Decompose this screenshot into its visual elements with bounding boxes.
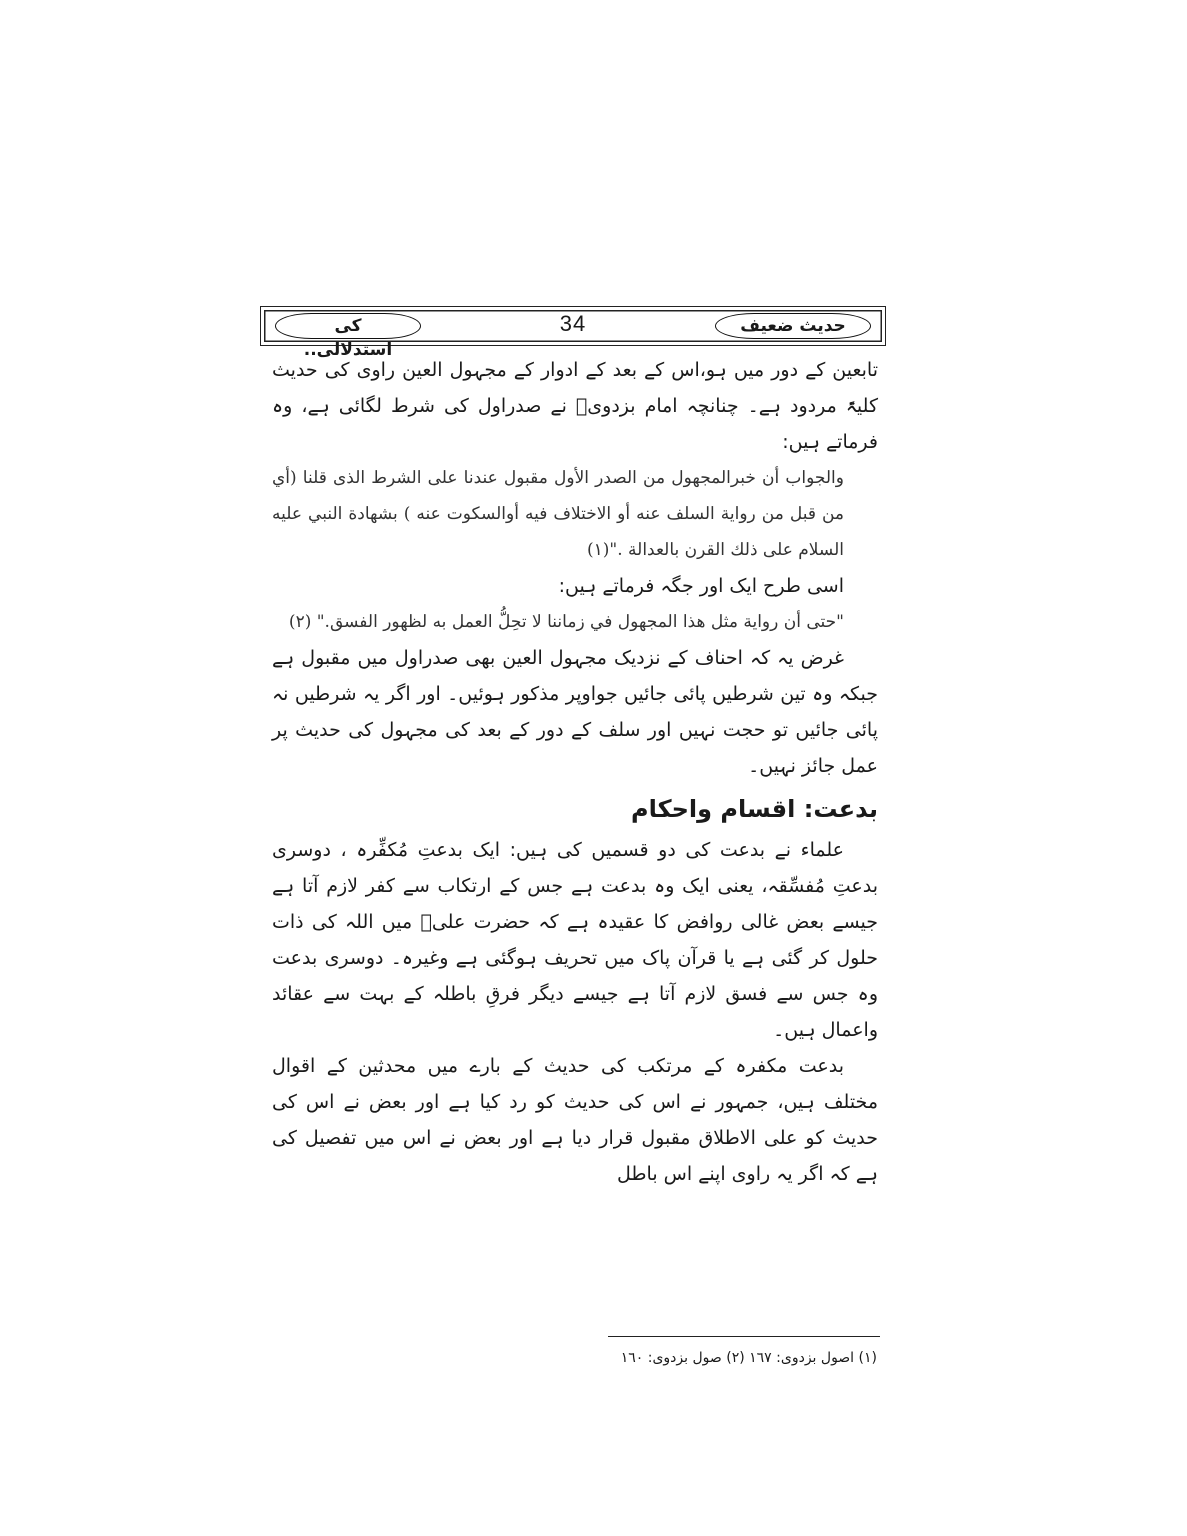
footnote-divider (608, 1336, 880, 1337)
running-header (260, 306, 886, 360)
page-number: 34 (559, 311, 587, 336)
header-subtitle: کی استدلالی.. (275, 313, 421, 339)
paragraph-5: بدعت مکفرہ کے مرتکب کی حدیث کے بارے میں محدثین کے اقوال مختلف ہیں، جمہور نے اس کی حدیث کو رد کیا ہے اور بعض نے اس کی حدیث کو علی الاطلاق مقبول قرار دیا ہے اور بعض نے اس میں تفصیل کی ہے کہ اگر یہ راوی اپنے اس باطل (272, 1055, 878, 1185)
page-body (272, 352, 878, 1192)
section-heading: بدعت: اقسام واحکام (631, 795, 878, 823)
paragraph-4: علماء نے بدعت کی دو قسمیں کی ہیں: ایک بدعتِ مُکفِّرہ ، دوسری بدعتِ مُفسِّقہ، یعنی ایک وہ بدعت ہے جس کے ارتکاب سے کفر لازم آتا ہے جیسے بعض غالی روافض کا عقیدہ ہے کہ حضرت علیؓ میں اللہ کی ذات حلول کر گئی ہے یا قرآن پاک میں تحریف ہوگئی ہے وغیرہ۔ دوسری بدعت وہ جس سے فسق لازم آتا ہے جیسے دیگر فرقِ باطلہ کے بہت سے عقائد واعمال ہیں۔ (272, 839, 878, 1041)
paragraph-1: تابعین کے دور میں ہو،اس کے بعد کے ادوار کے مجہول العین راوی کی حدیث کلیۃً مردود ہے۔ چنانچہ امام بزدویؒ نے صدراول کی شرط لگائی ہے، وہ فرماتے ہیں: (272, 359, 878, 453)
arabic-quote-2: "حتى أن رواية مثل هذا المجهول في زماننا لا تحِلُّ العمل به لظهور الفسق." (٢) (288, 612, 844, 632)
footnotes: (١) اصول بزدوی: ١٦٧ (٢) صول بزدوی: ١٦٠ (620, 1350, 877, 1366)
paragraph-2: اسی طرح ایک اور جگہ فرماتے ہیں: (558, 575, 844, 597)
header-book-title: حدیث ضعیف (715, 313, 871, 339)
arabic-quote-1: والجواب أن خبرالمجهول من الصدر الأول مقبول عندنا على الشرط الذى قلنا (أي من قبل من رواية السلف عنه أو الاختلاف فيه أوالسكوت عنه ) بشهادة النبي عليه السلام على ذلك القرن بالعدالة ."(١) (272, 468, 844, 560)
paragraph-3: غرض یہ کہ احناف کے نزدیک مجہول العین بھی صدراول میں مقبول ہے جبکہ وہ تین شرطیں پائی جائیں جواوپر مذکور ہوئیں۔ اور اگر یہ شرطیں نہ پائی جائیں تو حجت نہیں اور سلف کے دور کے بعد کی مجہول کی حدیث پر عمل جائز نہیں۔ (272, 647, 878, 777)
